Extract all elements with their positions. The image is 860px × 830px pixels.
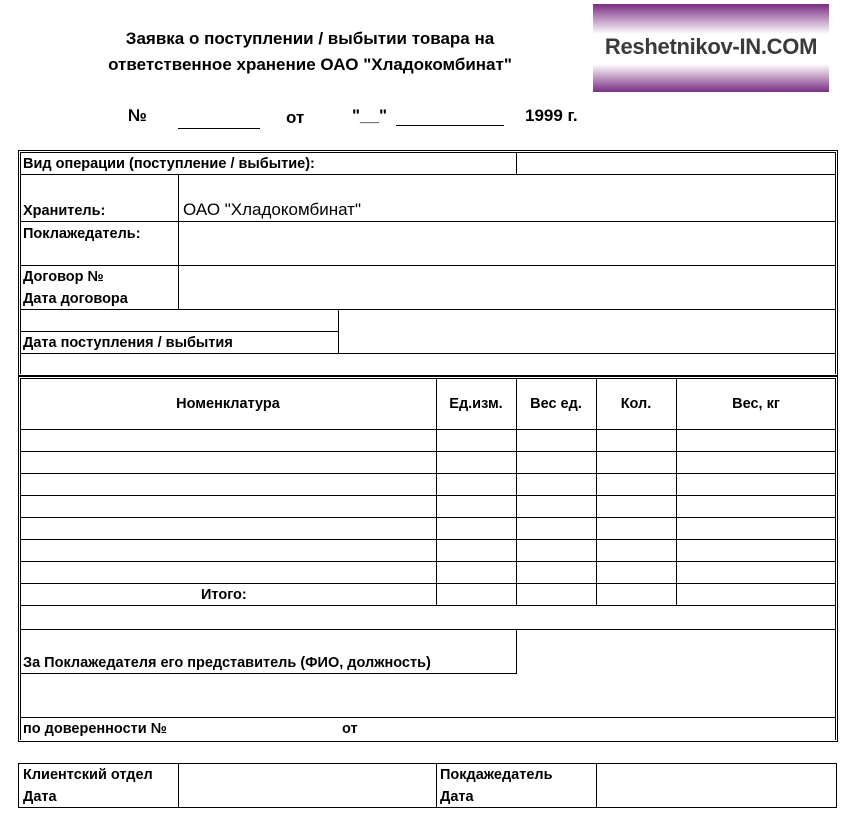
client-dept-label: Клиентский отдел — [23, 767, 153, 783]
operation-type-label: Вид операции (поступление / выбытие): — [23, 156, 315, 172]
depositor-date-label: Дата — [440, 789, 474, 805]
keeper-value: ОАО "Хладокомбинат" — [183, 200, 361, 219]
logo-text: Reshetnikov-IN.COM — [604, 34, 818, 59]
contract-date-label: Дата договора — [23, 291, 128, 307]
power-of-attorney-label: по доверенности № — [23, 721, 167, 737]
table-row[interactable] — [21, 474, 835, 495]
form-title-line2: ответственное хранение ОАО "Хладокомбинат" — [108, 55, 512, 74]
arrival-date-input[interactable] — [339, 310, 835, 353]
keeper-label: Хранитель: — [23, 203, 106, 219]
depositor-label: Поклажедатель: — [23, 226, 141, 242]
power-of-attorney-from-label: от — [342, 721, 358, 737]
table-row[interactable] — [21, 496, 835, 517]
representative-input[interactable] — [517, 630, 835, 673]
table-row[interactable] — [21, 540, 835, 561]
depositor-input[interactable] — [179, 222, 835, 265]
year-label: 1999 г. — [525, 106, 578, 125]
representative-label: За Поклажедателя его представитель (ФИО, должность) — [23, 655, 431, 671]
col-header-nomenclature: Номенклатура — [176, 396, 280, 412]
col-header-weight-kg: Вес, кг — [732, 396, 780, 412]
table-row[interactable] — [21, 430, 835, 451]
date-day-field[interactable]: "__" — [352, 106, 388, 125]
contract-number-label: Договор № — [23, 269, 104, 285]
contract-input[interactable] — [179, 266, 835, 309]
col-header-unit-weight: Вес ед. — [530, 396, 582, 412]
col-header-quantity: Кол. — [620, 396, 652, 412]
number-label: № — [128, 106, 147, 125]
depositor-signature-label: Покдажедатель — [440, 767, 553, 783]
power-of-attorney-date-input[interactable] — [365, 718, 835, 739]
table-row[interactable] — [21, 452, 835, 473]
col-header-unit: Ед.изм. — [449, 396, 503, 412]
number-field[interactable] — [178, 128, 260, 129]
depositor-signature-field[interactable] — [597, 764, 836, 807]
client-date-label: Дата — [23, 789, 57, 805]
total-label: Итого: — [201, 587, 247, 603]
arrival-date-label: Дата поступления / выбытия — [23, 335, 233, 351]
table-row[interactable] — [21, 562, 835, 583]
form-title-line1: Заявка о поступлении / выбытии товара на — [125, 29, 495, 48]
logo — [593, 4, 829, 92]
date-month-field[interactable] — [396, 125, 504, 126]
operation-type-input[interactable] — [517, 153, 835, 174]
table-row[interactable] — [21, 518, 835, 539]
power-of-attorney-number-input[interactable] — [190, 718, 338, 739]
from-label: от — [286, 108, 305, 127]
client-dept-signature-field[interactable] — [179, 764, 436, 807]
